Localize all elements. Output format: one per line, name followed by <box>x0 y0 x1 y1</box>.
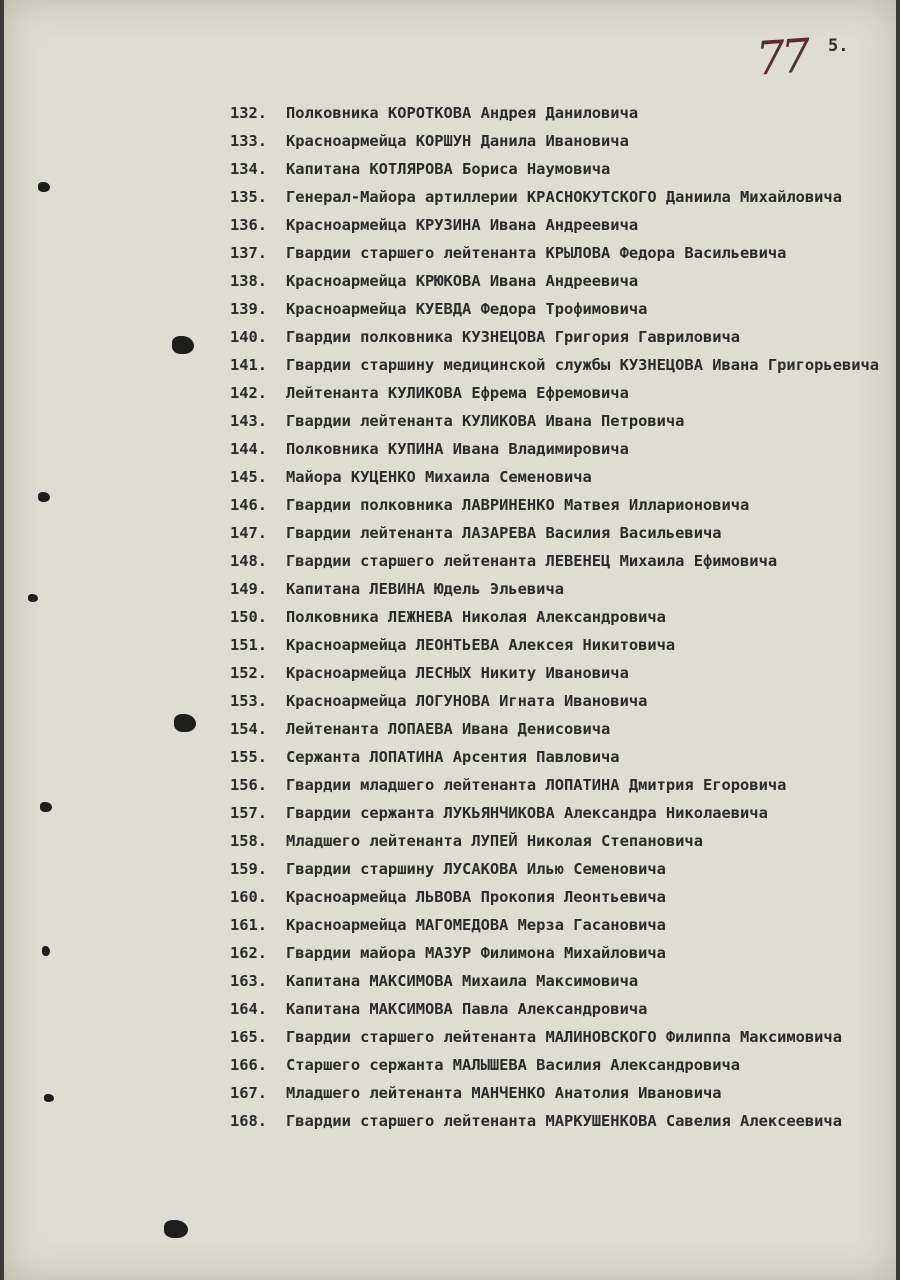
entry-text: Красноармейца ЛЕСНЫХ Никиту Ивановича <box>286 664 629 682</box>
list-item <box>230 860 890 878</box>
entry-text: Гвардии старшего лейтенанта КРЫЛОВА Федора Васильевича <box>286 244 787 262</box>
list-item <box>230 524 890 542</box>
list-item <box>230 664 890 682</box>
entry-text: Майора КУЦЕНКО Михаила Семеновича <box>286 468 592 486</box>
list-item <box>230 300 890 318</box>
list-item <box>230 608 890 626</box>
punch-hole <box>38 182 50 192</box>
entry-text: Гвардии лейтенанта ЛАЗАРЕВА Василия Васильевича <box>286 524 722 542</box>
list-item <box>230 944 890 962</box>
list-item <box>230 748 890 766</box>
list-item <box>230 888 890 906</box>
entry-text: Лейтенанта ЛОПАЕВА Ивана Денисовича <box>286 720 611 738</box>
entry-number: 163. <box>230 972 268 990</box>
entry-text: Капитана ЛЕВИНА Юдель Эльевича <box>286 580 564 598</box>
entry-number: 134. <box>230 160 268 178</box>
entry-text: Красноармейца КОРШУН Данила Ивановича <box>286 132 629 150</box>
entry-text: Полковника КУПИНА Ивана Владимировича <box>286 440 629 458</box>
list-item <box>230 440 890 458</box>
entry-number: 167. <box>230 1084 268 1102</box>
entry-number: 140. <box>230 328 268 346</box>
entry-number: 158. <box>230 832 268 850</box>
entry-number: 165. <box>230 1028 268 1046</box>
entry-number: 157. <box>230 804 268 822</box>
list-item <box>230 272 890 290</box>
entry-text: Красноармейца МАГОМЕДОВА Мерза Гасановича <box>286 916 666 934</box>
list-item <box>230 1112 890 1130</box>
entry-text: Гвардии старшего лейтенанта МАЛИНОВСКОГО Филиппа Максимовича <box>286 1028 842 1046</box>
entry-number: 149. <box>230 580 268 598</box>
entry-number: 142. <box>230 384 268 402</box>
entry-text: Капитана МАКСИМОВА Михаила Максимовича <box>286 972 639 990</box>
award-list <box>230 104 890 1140</box>
list-item <box>230 328 890 346</box>
punch-hole <box>42 946 50 956</box>
list-item <box>230 636 890 654</box>
entry-number: 154. <box>230 720 268 738</box>
list-item <box>230 1028 890 1046</box>
entry-number: 145. <box>230 468 268 486</box>
punch-hole <box>164 1220 188 1238</box>
punch-hole <box>38 492 50 502</box>
list-item <box>230 692 890 710</box>
entry-text: Капитана КОТЛЯРОВА Бориса Наумовича <box>286 160 611 178</box>
entry-number: 162. <box>230 944 268 962</box>
list-item <box>230 104 890 122</box>
entry-text: Гвардии старшего лейтенанта ЛЕВЕНЕЦ Михаила Ефимовича <box>286 552 778 570</box>
entry-number: 166. <box>230 1056 268 1074</box>
entry-text: Старшего сержанта МАЛЫШЕВА Василия Александровича <box>286 1056 741 1074</box>
list-item <box>230 1000 890 1018</box>
list-item <box>230 552 890 570</box>
list-item <box>230 412 890 430</box>
entry-number: 160. <box>230 888 268 906</box>
list-item <box>230 160 890 178</box>
entry-text: Капитана МАКСИМОВА Павла Александровича <box>286 1000 648 1018</box>
entry-text: Гвардии полковника ЛАВРИНЕНКО Матвея Илларионовича <box>286 496 750 514</box>
entry-number: 133. <box>230 132 268 150</box>
list-item <box>230 832 890 850</box>
entry-number: 153. <box>230 692 268 710</box>
entry-text: Красноармейца КРУЗИНА Ивана Андреевича <box>286 216 639 234</box>
entry-text: Гвардии старшину ЛУСАКОВА Илью Семеновича <box>286 860 666 878</box>
entry-number: 143. <box>230 412 268 430</box>
entry-text: Гвардии младшего лейтенанта ЛОПАТИНА Дмитрия Егоровича <box>286 776 787 794</box>
list-item <box>230 188 890 206</box>
entry-text: Гвардии полковника КУЗНЕЦОВА Григория Гавриловича <box>286 328 741 346</box>
entry-text: Гвардии лейтенанта КУЛИКОВА Ивана Петровича <box>286 412 685 430</box>
punch-hole <box>174 714 196 732</box>
list-item <box>230 132 890 150</box>
entry-text: Сержанта ЛОПАТИНА Арсентия Павловича <box>286 748 620 766</box>
archive-number: 77 <box>754 28 809 86</box>
entry-text: Гвардии старшего лейтенанта МАРКУШЕНКОВА Савелия Алексеевича <box>286 1112 842 1130</box>
list-item <box>230 468 890 486</box>
entry-number: 168. <box>230 1112 268 1130</box>
list-item <box>230 496 890 514</box>
entry-number: 156. <box>230 776 268 794</box>
punch-hole <box>44 1094 54 1102</box>
list-item <box>230 776 890 794</box>
entry-text: Лейтенанта КУЛИКОВА Ефрема Ефремовича <box>286 384 629 402</box>
list-item <box>230 1056 890 1074</box>
entry-text: Красноармейца ЛЕОНТЬЕВА Алексея Никитовича <box>286 636 676 654</box>
entry-number: 151. <box>230 636 268 654</box>
entry-text: Младшего лейтенанта МАНЧЕНКО Анатолия Ивановича <box>286 1084 722 1102</box>
entry-number: 161. <box>230 916 268 934</box>
entry-text: Гвардии сержанта ЛУКЬЯНЧИКОВА Александра Николаевича <box>286 804 768 822</box>
punch-hole <box>28 594 38 602</box>
entry-number: 138. <box>230 272 268 290</box>
list-item <box>230 804 890 822</box>
entry-number: 146. <box>230 496 268 514</box>
punch-hole <box>40 802 52 812</box>
list-item <box>230 972 890 990</box>
entry-text: Красноармейца КУЕВДА Федора Трофимовича <box>286 300 648 318</box>
entry-number: 137. <box>230 244 268 262</box>
entry-text: Красноармейца КРЮКОВА Ивана Андреевича <box>286 272 639 290</box>
entry-text: Красноармейца ЛОГУНОВА Игната Ивановича <box>286 692 648 710</box>
entry-text: Полковника ЛЕЖНЕВА Николая Александровича <box>286 608 666 626</box>
entry-number: 136. <box>230 216 268 234</box>
entry-text: Гвардии старшину медицинской службы КУЗНЕЦОВА Ивана Григорьевича <box>286 356 880 374</box>
entry-text: Гвардии майора МАЗУР Филимона Михайловича <box>286 944 666 962</box>
entry-text: Младшего лейтенанта ЛУПЕЙ Николая Степановича <box>286 832 703 850</box>
entry-number: 148. <box>230 552 268 570</box>
list-item <box>230 1084 890 1102</box>
entry-number: 144. <box>230 440 268 458</box>
punch-hole <box>172 336 194 354</box>
entry-number: 135. <box>230 188 268 206</box>
entry-number: 159. <box>230 860 268 878</box>
list-item <box>230 580 890 598</box>
document-page <box>4 0 896 1280</box>
entry-text: Полковника КОРОТКОВА Андрея Даниловича <box>286 104 639 122</box>
list-item <box>230 356 890 374</box>
entry-number: 164. <box>230 1000 268 1018</box>
page-number: 5. <box>828 36 849 56</box>
list-item <box>230 720 890 738</box>
entry-number: 147. <box>230 524 268 542</box>
entry-number: 132. <box>230 104 268 122</box>
entry-number: 150. <box>230 608 268 626</box>
entry-number: 152. <box>230 664 268 682</box>
entry-number: 141. <box>230 356 268 374</box>
entry-text: Генерал-Майора артиллерии КРАСНОКУТСКОГО Даниила Михайловича <box>286 188 842 206</box>
list-item <box>230 384 890 402</box>
entry-text: Красноармейца ЛЬВОВА Прокопия Леонтьевича <box>286 888 666 906</box>
entry-number: 139. <box>230 300 268 318</box>
list-item <box>230 244 890 262</box>
list-item <box>230 216 890 234</box>
entry-number: 155. <box>230 748 268 766</box>
list-item <box>230 916 890 934</box>
